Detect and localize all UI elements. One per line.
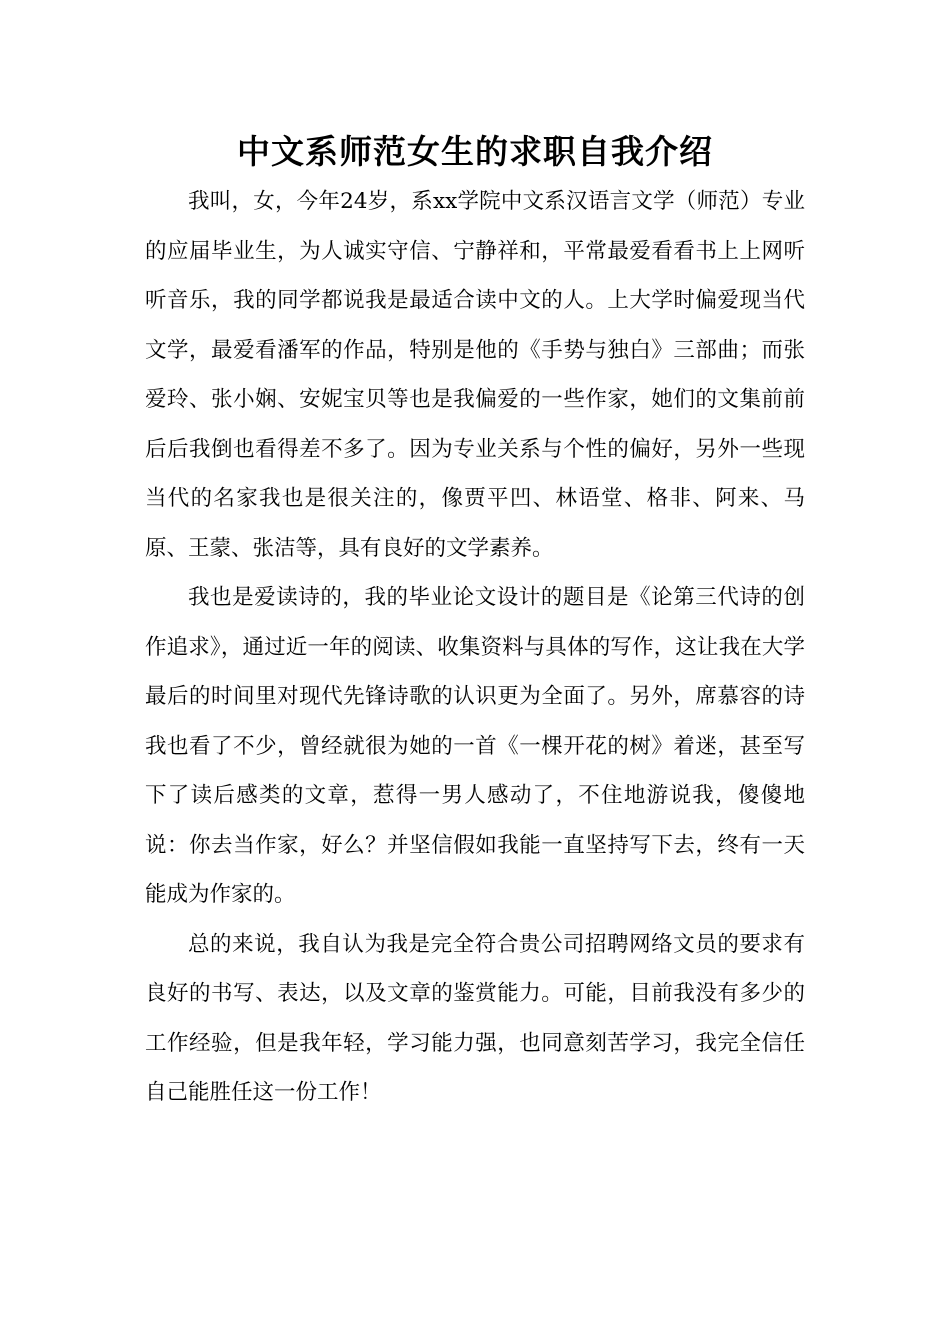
paragraph-poetry: 我也是爱读诗的，我的毕业论文设计的题目是《论第三代诗的创作追求》，通过近一年的阅读、收集资料与具体的写作，这让我在大学最后的时间里对现代先锋诗歌的认识更为全面了。另外，席慕容的诗我也看了不少，曾经就很为她的一首《一棵开花的树》着迷，甚至写下了读后感类的文章，惹得一男人感动了，不住地游说我，傻傻地说：你去当作家，好么？并坚信假如我能一直坚持写下去，终有一天能成为作家的。 <box>145 585 805 907</box>
paragraph-conclusion: 总的来说，我自认为我是完全符合贵公司招聘网络文员的要求有良好的书写、表达，以及文章的鉴赏能力。可能，目前我没有多少的工作经验，但是我年轻，学习能力强，也同意刻苦学习，我完全信任自己能胜任这一份工作！ <box>145 931 805 1105</box>
paragraph-introduction: 我叫，女，今年24岁，系xx学院中文系汉语言文学（师范）专业的应届毕业生，为人诚实守信、宁静祥和，平常最爱看看书上上网听听音乐，我的同学都说我是最适合读中文的人。上大学时偏爱现当代文学，最爱看潘军的作品，特别是他的《手势与独白》三部曲；而张爱玲、张小娴、安妮宝贝等也是我偏爱的一些作家，她们的文集前前后后我倒也看得差不多了。因为专业关系与个性的偏好，另外一些现当代的名家我也是很关注的，像贾平凹、林语堂、格非、阿来、马原、王蒙、张洁等，具有良好的文学素养。 <box>145 189 805 561</box>
document-body <box>145 177 805 1118</box>
document-title: 中文系师范女生的求职自我介绍 <box>237 132 713 171</box>
